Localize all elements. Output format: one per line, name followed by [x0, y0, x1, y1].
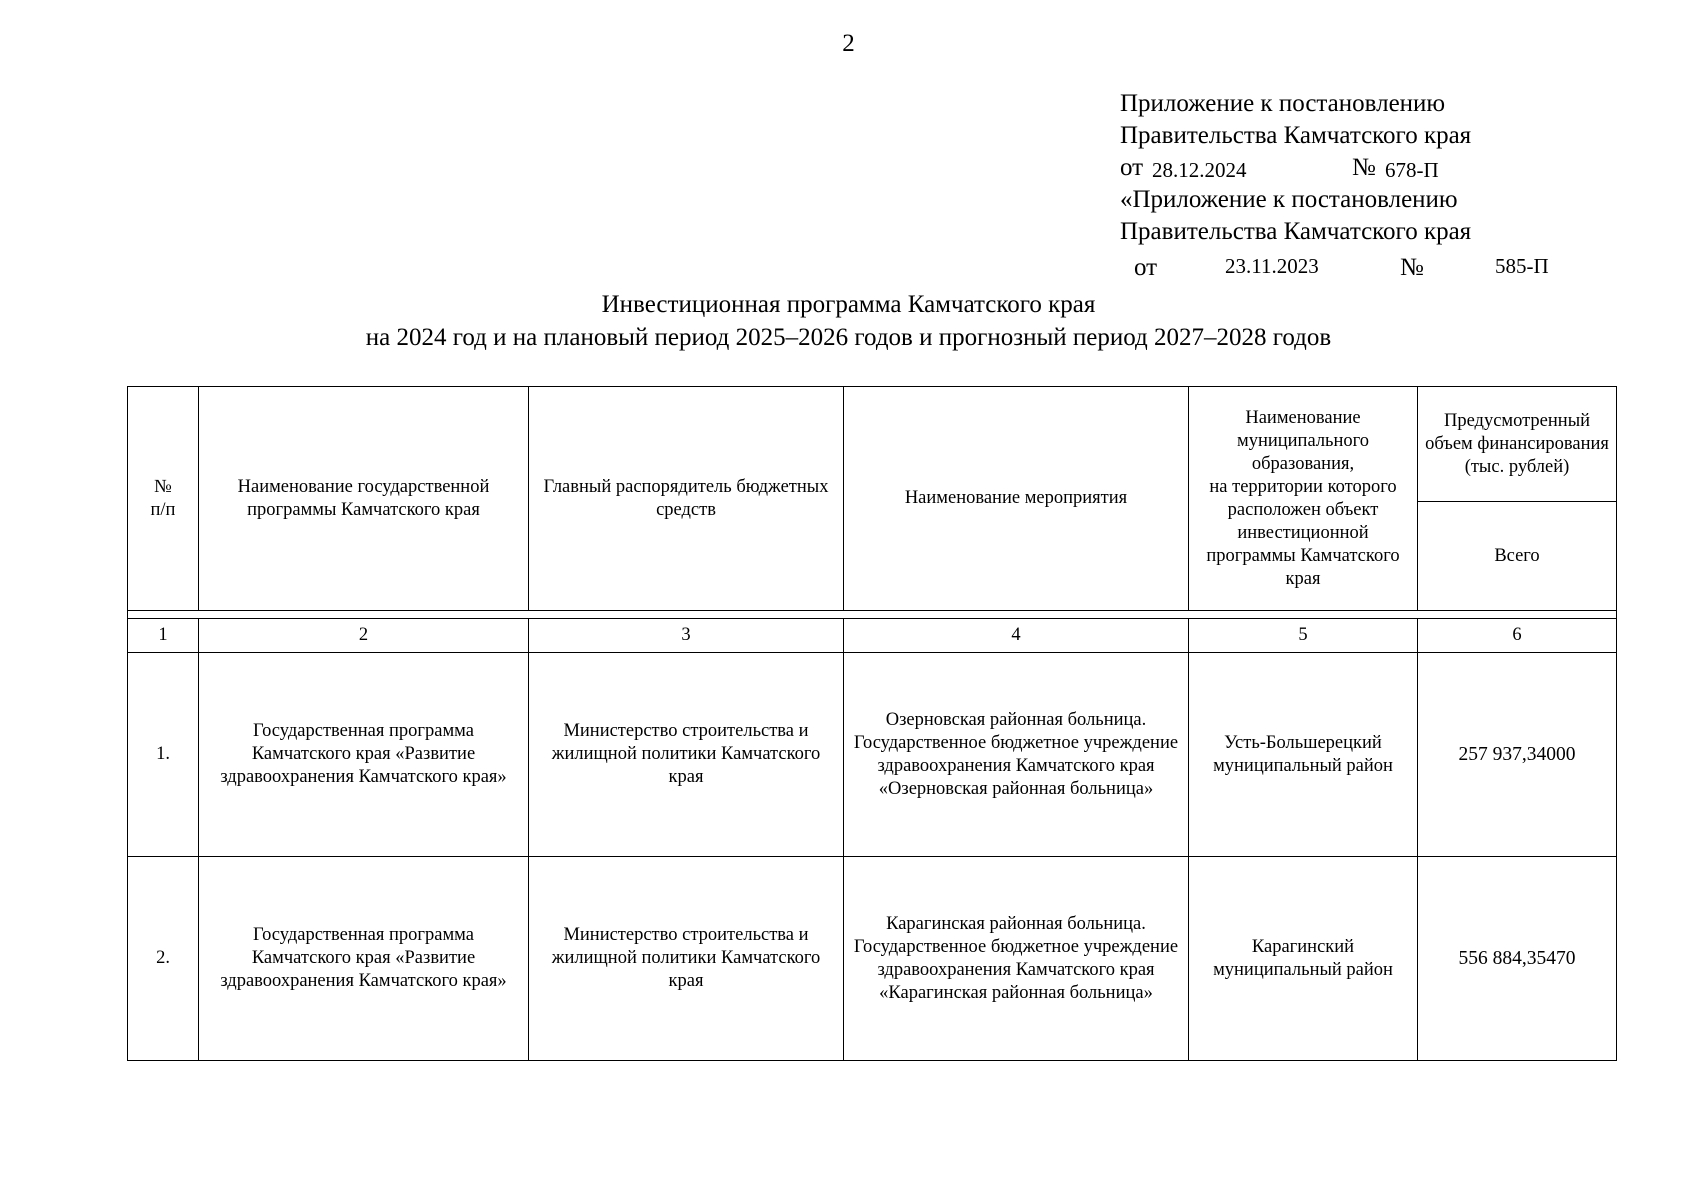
investment-program-table	[127, 386, 1617, 1061]
column-number-row	[128, 619, 1617, 653]
annex-line-5: Правительства Камчатского края	[1120, 218, 1472, 245]
header-manager: Главный распорядитель бюджетных средств	[529, 387, 844, 611]
annex-old-number-prefix: №	[1400, 254, 1424, 281]
annex-line-4: «Приложение к постановлению	[1120, 186, 1458, 213]
row-num: 1.	[128, 653, 199, 857]
row-municipality: Усть-Большерецкий муниципальный район	[1189, 653, 1418, 857]
header-total: Всего	[1418, 502, 1617, 611]
row-num: 2.	[128, 857, 199, 1061]
annex-block	[1120, 88, 1640, 280]
annex-number-prefix: №	[1352, 154, 1376, 181]
annex-date-row	[1120, 152, 1640, 184]
annex-date-prefix: от	[1120, 154, 1144, 181]
header-gap	[128, 611, 1617, 619]
header-num: № п/п	[128, 387, 199, 611]
header-program: Наименование государственной программы Камчатского края	[199, 387, 529, 611]
annex-date: 28.12.2024	[1152, 158, 1247, 182]
row-total: 257 937,34000	[1418, 653, 1617, 857]
column-number: 3	[529, 619, 844, 653]
annex-number: 678-П	[1385, 158, 1439, 182]
column-number: 2	[199, 619, 529, 653]
annex-old-number: 585-П	[1495, 254, 1549, 278]
annex-line-2: Правительства Камчатского края	[1120, 122, 1472, 149]
header-volume: Предусмотренный объем финансирования (тыс. рублей)	[1418, 387, 1617, 502]
annex-old-date: 23.11.2023	[1225, 254, 1319, 278]
header-event: Наименование мероприятия	[844, 387, 1189, 611]
column-number: 5	[1189, 619, 1418, 653]
header-municipality: Наименование муниципального образования, на территории которого расположен объект инвестиционной программы Камчатского края	[1189, 387, 1418, 611]
row-total: 556 884,35470	[1418, 857, 1617, 1061]
page-number: 2	[842, 30, 855, 57]
table-row	[128, 857, 1617, 1061]
table-row	[128, 653, 1617, 857]
header-row	[128, 387, 1617, 502]
annex-old-date-prefix: от	[1134, 254, 1158, 281]
annex-old-date-row	[1120, 248, 1640, 280]
row-municipality: Карагинский муниципальный район	[1189, 857, 1418, 1061]
row-manager: Министерство строительства и жилищной политики Камчатского края	[529, 653, 844, 857]
row-event: Карагинская районная больница. Государственное бюджетное учреждение здравоохранения Камчатского края «Карагинская районная больница»	[844, 857, 1189, 1061]
row-event: Озерновская районная больница. Государственное бюджетное учреждение здравоохранения Камчатского края «Озерновская районная больница»	[844, 653, 1189, 857]
annex-line-1: Приложение к постановлению	[1120, 90, 1446, 117]
title-line-1: Инвестиционная программа Камчатского края	[601, 291, 1096, 318]
row-program: Государственная программа Камчатского края «Развитие здравоохранения Камчатского края»	[199, 857, 529, 1061]
column-number: 4	[844, 619, 1189, 653]
row-program: Государственная программа Камчатского края «Развитие здравоохранения Камчатского края»	[199, 653, 529, 857]
column-number: 1	[128, 619, 199, 653]
row-manager: Министерство строительства и жилищной политики Камчатского края	[529, 857, 844, 1061]
column-number: 6	[1418, 619, 1617, 653]
document-title	[0, 288, 1697, 354]
title-line-2: на 2024 год и на плановый период 2025–2026 годов и прогнозный период 2027–2028 годов	[365, 324, 1332, 351]
